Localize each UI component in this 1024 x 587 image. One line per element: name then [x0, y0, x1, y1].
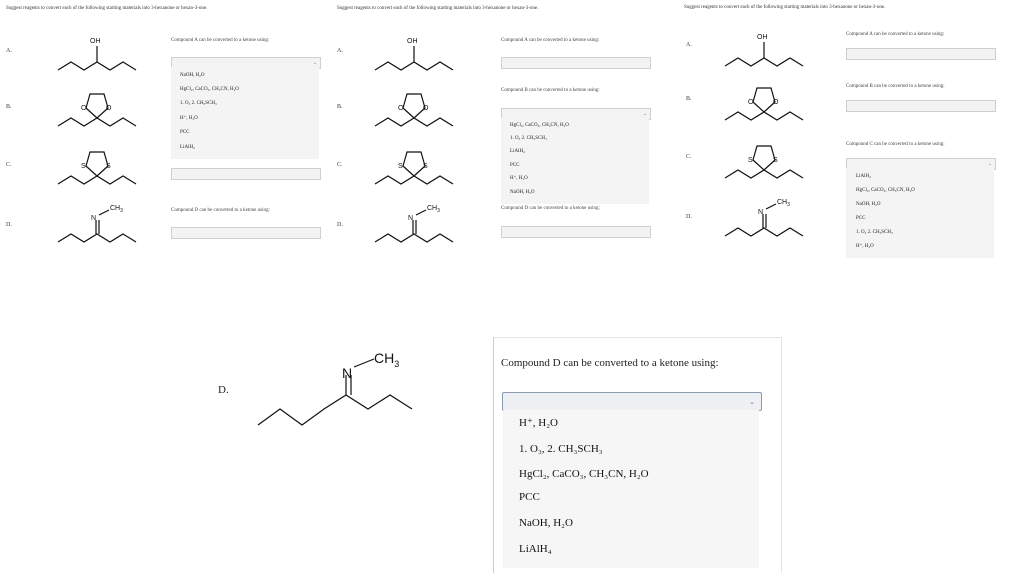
svg-text:S: S — [423, 163, 428, 170]
label-b: B. — [337, 104, 343, 110]
svg-text:CH3: $CH_3$ — [777, 199, 790, 208]
answer-select-b[interactable] — [846, 100, 996, 112]
question-b: Compound B can be converted to a ketone using: — [501, 88, 600, 93]
dropdown-options-d — [503, 410, 759, 568]
svg-text:N: N — [408, 215, 414, 222]
option[interactable]: 1. O₃ 2. CH₃SCH₃ — [180, 101, 217, 106]
option[interactable]: 1. O₃ 2. CH₃SCH₃ — [856, 230, 893, 235]
question-d: Compound D can be converted to a ketone using: — [171, 208, 270, 213]
label-a: A. — [6, 48, 12, 54]
option[interactable]: LiAlH₄ — [519, 543, 552, 555]
svg-text:O: O — [773, 99, 779, 106]
label-b: B. — [6, 104, 12, 110]
svg-text:OH: OH — [407, 38, 418, 45]
question-c: Compound C can be converted to a ketone using: — [846, 142, 945, 147]
molecule-b — [372, 84, 457, 132]
panel-title: Suggest reagents to convert each of the following starting materials into 3-hexanone or hexan-3-one. — [337, 6, 539, 11]
dropdown-options-a — [171, 67, 319, 159]
option[interactable]: H⁺, H₂O — [180, 116, 198, 121]
option[interactable]: H⁺, H₂O — [519, 417, 558, 429]
molecule-c — [55, 142, 140, 190]
option[interactable]: HgCl₂, CaCO₃, CH₃CN, H₂O — [519, 468, 649, 480]
option[interactable]: NaOH, H₂O — [180, 73, 205, 78]
label-a: A. — [686, 42, 692, 48]
molecule-b — [55, 84, 140, 132]
chevron-down-icon: ⌄ — [749, 398, 755, 406]
svg-text:OH: OH — [757, 34, 768, 41]
svg-text:N: N — [342, 365, 353, 381]
svg-text:O: O — [106, 105, 112, 112]
option[interactable]: NaOH, H₂O — [856, 202, 881, 207]
label-c: C. — [337, 162, 343, 168]
option[interactable]: LiAlH₄ — [510, 149, 525, 154]
label-b: B. — [686, 96, 692, 102]
molecule-b — [722, 78, 807, 126]
answer-select-d[interactable] — [502, 392, 762, 411]
svg-text:O: O — [398, 105, 404, 112]
question-a: Compound A can be converted to a ketone using: — [501, 38, 600, 43]
option[interactable]: PCC — [510, 163, 520, 168]
option[interactable]: LiAlH₄ — [180, 145, 195, 150]
dropdown-options-c — [846, 168, 994, 258]
chevron-down-icon: ⌄ — [987, 162, 992, 167]
panel-title: Suggest reagents to convert each of the following starting materials into 3-hexanone or hexan-3-one. — [684, 5, 886, 10]
option[interactable]: PCC — [180, 130, 190, 135]
molecule-c — [722, 136, 807, 184]
svg-text:CH3: $CH_3$ — [110, 205, 123, 214]
label-c: C. — [686, 154, 692, 160]
label-d: D. — [6, 222, 12, 228]
svg-text:S: S — [106, 163, 111, 170]
svg-text:S: S — [748, 157, 753, 164]
option[interactable]: HgCl₂, CaCO₃, CH₃CN, H₂O — [180, 87, 239, 92]
question-a: Compound A can be converted to a ketone using: — [846, 32, 945, 37]
label-d: D. — [686, 214, 692, 220]
question-d: Compound D can be converted to a ketone using: — [501, 357, 719, 369]
option[interactable]: 1. O₃, 2. CH₃SCH₃ — [519, 443, 603, 455]
label-d: D. — [337, 222, 343, 228]
svg-text:O: O — [423, 105, 429, 112]
option[interactable]: H⁺, H₂O — [510, 176, 528, 181]
option[interactable]: LiAlH₄ — [856, 174, 871, 179]
svg-text:N: N — [758, 209, 764, 216]
svg-text:N: N — [91, 215, 97, 222]
molecule-a — [722, 28, 807, 74]
option[interactable]: HgCl₂, CaCO₃, CH₃CN, H₂O — [510, 123, 569, 128]
answer-select-c[interactable] — [171, 168, 321, 180]
answer-select-a[interactable] — [501, 57, 651, 69]
option[interactable]: H⁺, H₂O — [856, 244, 874, 249]
answer-select-d[interactable] — [501, 226, 651, 238]
option[interactable]: HgCl₂, CaCO₃, CH₃CN, H₂O — [856, 188, 915, 193]
svg-text:O: O — [81, 105, 87, 112]
svg-text:O: O — [748, 99, 754, 106]
svg-text:CH3: $CH_3$ — [374, 350, 400, 369]
svg-text:S: S — [81, 163, 86, 170]
option[interactable]: NaOH, H₂O — [510, 190, 535, 195]
label-d: D. — [218, 384, 229, 396]
label-c: C. — [6, 162, 12, 168]
option[interactable]: NaOH, H₂O — [519, 517, 573, 529]
chevron-down-icon: ⌄ — [312, 61, 317, 66]
svg-text:S: S — [773, 157, 778, 164]
molecule-d — [372, 200, 462, 248]
question-b: Compound B can be converted to a ketone using: — [846, 84, 945, 89]
answer-select-a[interactable] — [846, 48, 996, 60]
answer-select-d[interactable] — [171, 227, 321, 239]
svg-text:S: S — [398, 163, 403, 170]
chevron-down-icon: ⌄ — [642, 112, 647, 117]
option[interactable]: 1. O₃ 2. CH₃SCH₃ — [510, 136, 547, 141]
label-a: A. — [337, 48, 343, 54]
svg-text:OH: OH — [90, 38, 101, 45]
option[interactable]: PCC — [519, 491, 540, 503]
molecule-a — [55, 32, 140, 78]
molecule-a — [372, 32, 457, 78]
molecule-d — [55, 200, 145, 248]
question-d: Compound D can be converted to a ketone using: — [501, 206, 600, 211]
option[interactable]: PCC — [856, 216, 866, 221]
question-a: Compound A can be converted to a ketone using: — [171, 38, 270, 43]
molecule-c — [372, 142, 457, 190]
molecule-d-large — [250, 345, 425, 440]
panel-title: Suggest reagents to convert each of the following starting materials into 3-hexanone or hexan-3-one. — [6, 6, 208, 11]
dropdown-options-b — [501, 118, 649, 204]
molecule-d — [722, 194, 812, 242]
svg-text:CH3: $CH_3$ — [427, 205, 440, 214]
